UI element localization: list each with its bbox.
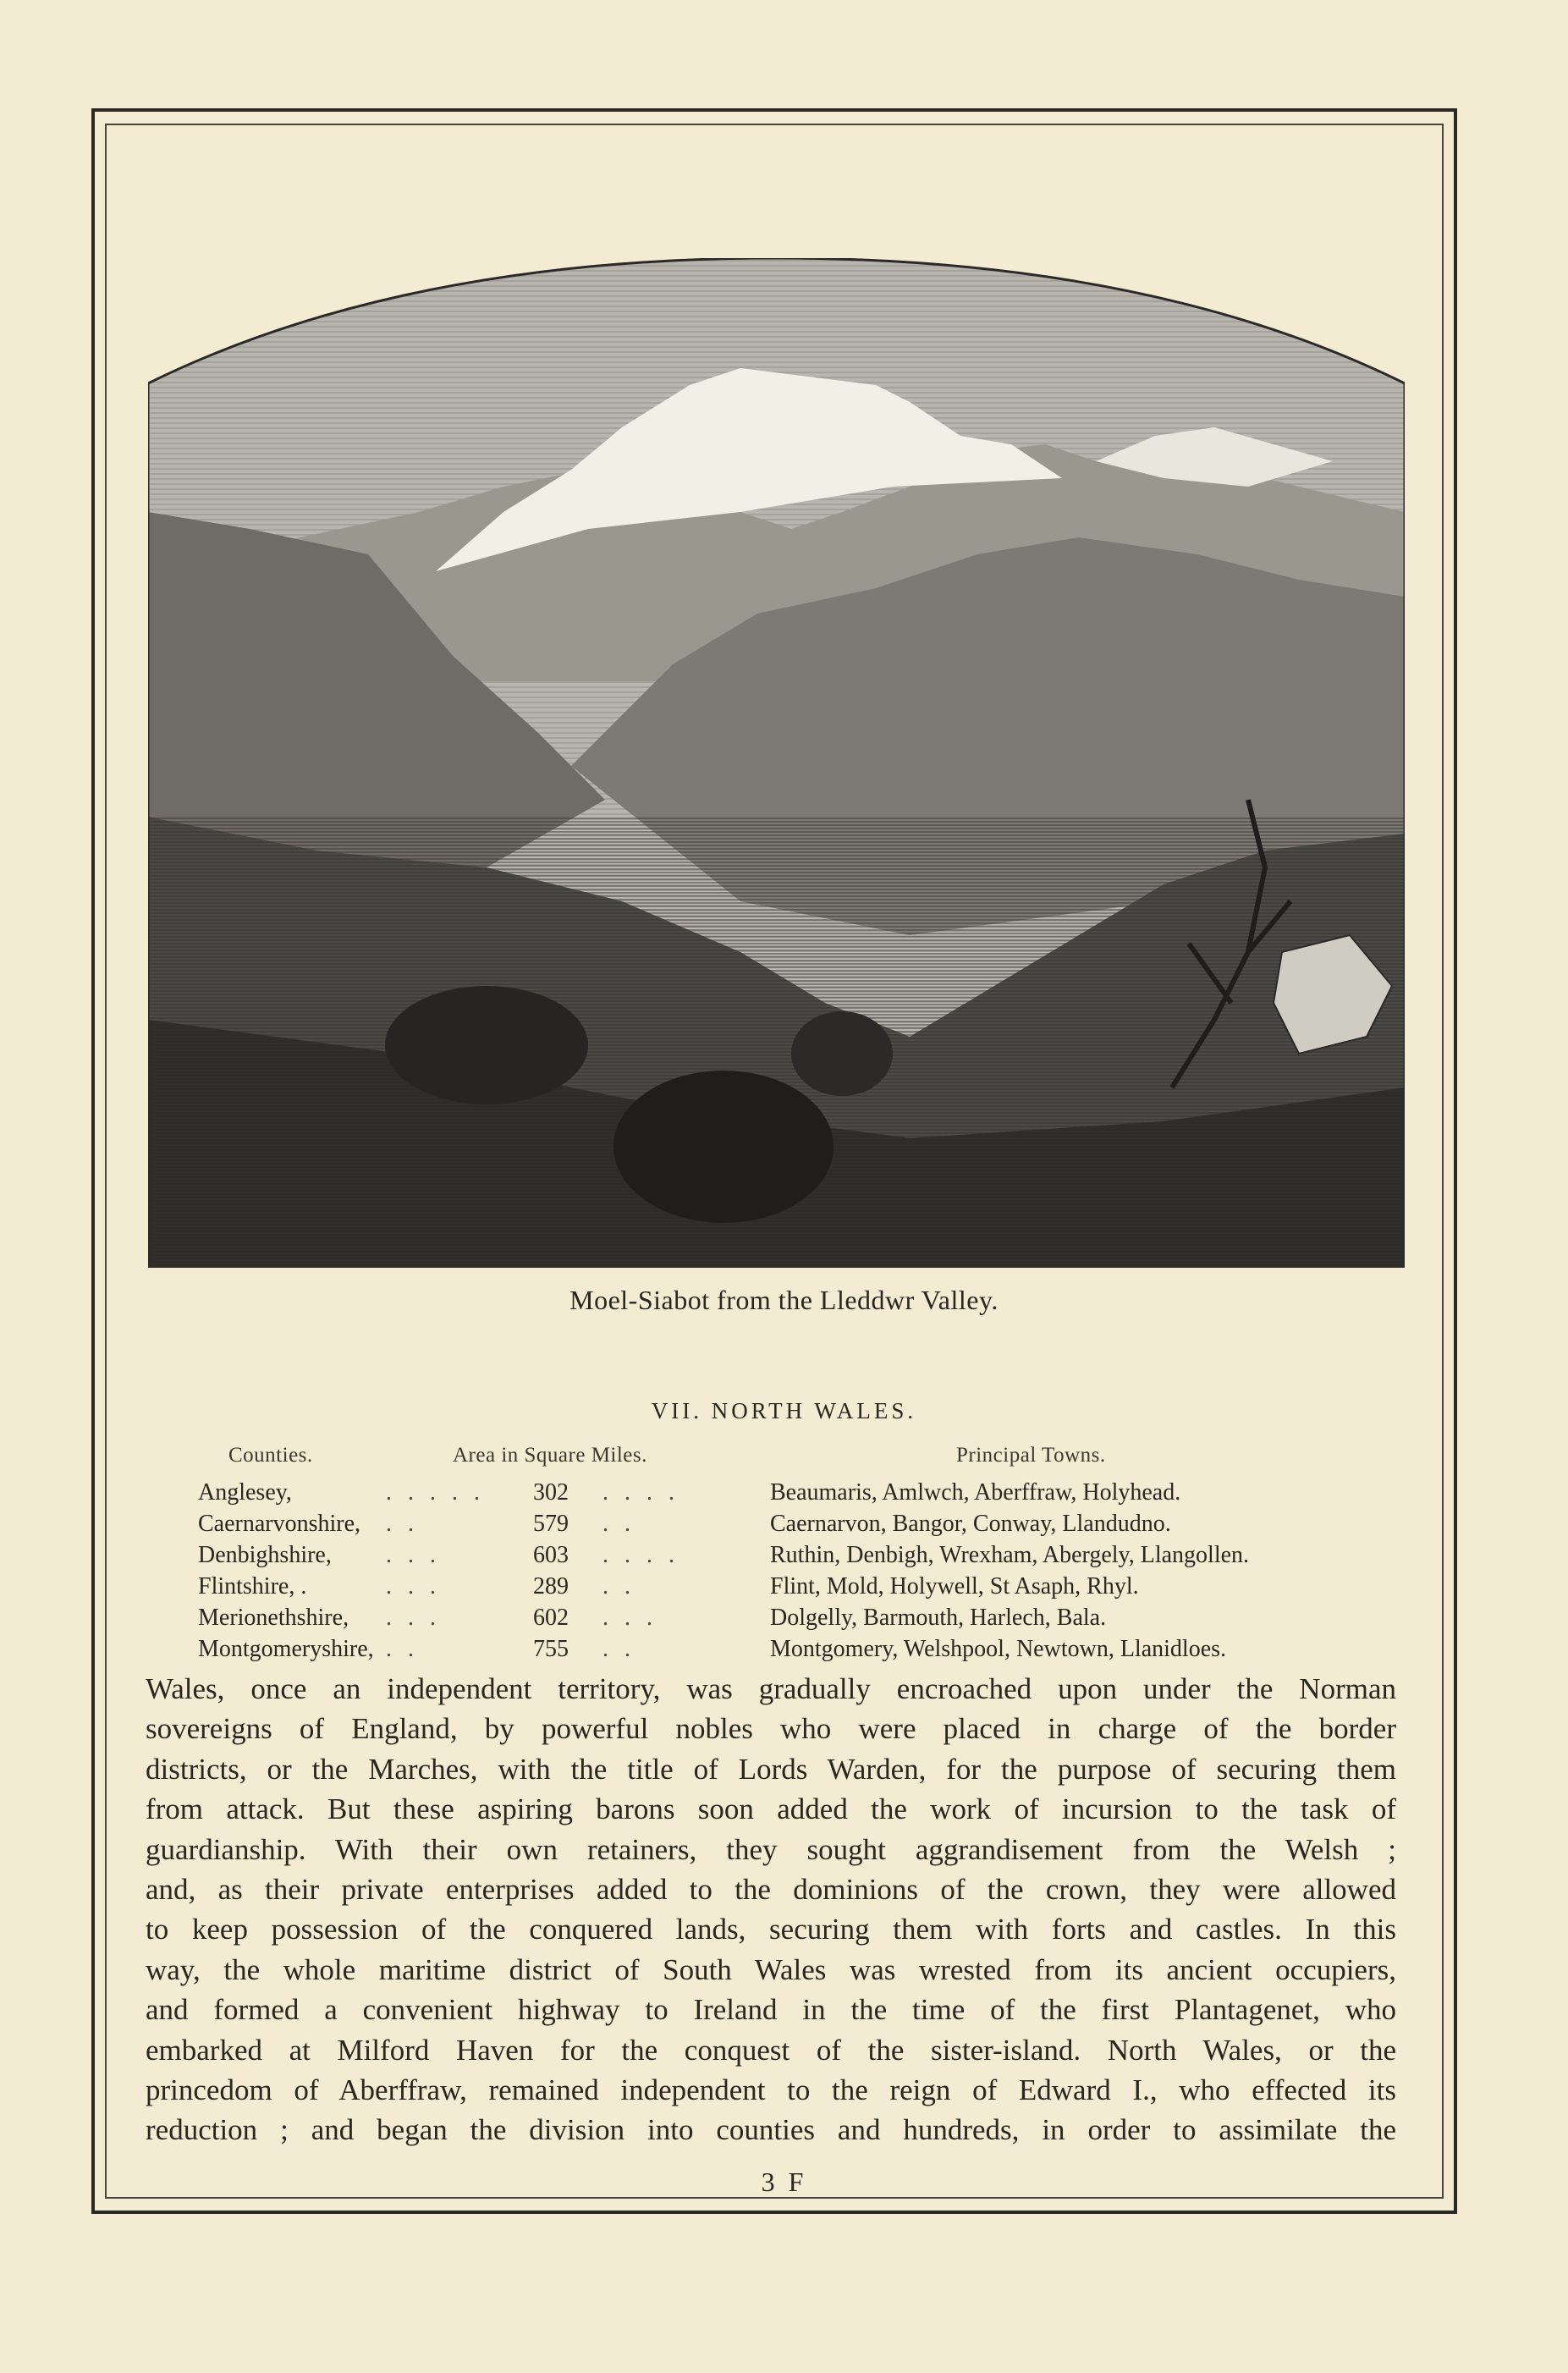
- leader-dots: . .: [386, 1511, 419, 1537]
- county-name: Denbighshire,: [198, 1542, 332, 1568]
- county-name: Caernarvonshire,: [198, 1511, 361, 1537]
- county-name: Montgomeryshire,: [198, 1636, 374, 1662]
- table-row: [0, 1573, 1568, 1605]
- text-line: Wales, once an independent territory, was gradually encroached upon under the Norman: [146, 1672, 1396, 1705]
- table-row: [0, 1605, 1568, 1637]
- text-line: embarked at Milford Haven for the conquest of the sister-island. North Wales, or the: [146, 2033, 1396, 2067]
- text-line: sovereigns of England, by powerful nobles who were placed in charge of the border: [146, 1712, 1396, 1746]
- table-row: [0, 1636, 1568, 1668]
- text-line: guardianship. With their own retainers, they sought aggrandisement from the Welsh ;: [146, 1832, 1396, 1866]
- leader-dots: . . . .: [602, 1542, 679, 1568]
- county-towns: Beaumaris, Amlwch, Aberffraw, Holyhead.: [770, 1479, 1181, 1506]
- table-row: [0, 1479, 1568, 1511]
- county-name: Flintshire, .: [198, 1573, 307, 1599]
- table-header-counties: Counties.: [228, 1444, 313, 1467]
- table-header-towns: Principal Towns.: [956, 1444, 1106, 1467]
- leader-dots: . .: [602, 1511, 635, 1537]
- county-towns: Dolgelly, Barmouth, Harlech, Bala.: [770, 1605, 1107, 1631]
- text-line: reduction ; and began the division into counties and hundreds, in order to assimilate the: [146, 2113, 1396, 2147]
- text-line: to keep possession of the conquered lands, securing them with forts and castles. In this: [146, 1913, 1396, 1946]
- text-line: princedom of Aberffraw, remained independent to the reign of Edward I., who effected its: [146, 2073, 1396, 2106]
- text-line: and, as their private enterprises added to the dominions of the crown, they were allowed: [146, 1872, 1396, 1906]
- table-row: [0, 1511, 1568, 1543]
- county-towns: Caernarvon, Bangor, Conway, Llandudno.: [770, 1511, 1171, 1537]
- leader-dots: . . . . .: [386, 1479, 485, 1506]
- county-area: 289: [533, 1573, 569, 1599]
- county-name: Anglesey,: [198, 1479, 292, 1506]
- leader-dots: . . .: [386, 1605, 441, 1631]
- leader-dots: . .: [386, 1636, 419, 1662]
- county-towns: Ruthin, Denbigh, Wrexham, Abergely, Llangollen.: [770, 1542, 1250, 1568]
- leader-dots: . . .: [386, 1573, 441, 1599]
- county-area: 579: [533, 1511, 569, 1537]
- text-line: from attack. But these aspiring barons soon added the work of incursion to the task of: [146, 1792, 1396, 1826]
- text-line: and formed a convenient highway to Ireland in the time of the first Plantagenet, who: [146, 1993, 1396, 2027]
- leader-dots: . . . .: [602, 1479, 679, 1506]
- county-area: 603: [533, 1542, 569, 1568]
- county-towns: Montgomery, Welshpool, Newtown, Llanidloes.: [770, 1636, 1227, 1662]
- table-row: [0, 1542, 1568, 1574]
- county-towns: Flint, Mold, Holywell, St Asaph, Rhyl.: [770, 1573, 1139, 1599]
- landscape-engraving: [148, 258, 1405, 1268]
- text-line: way, the whole maritime district of South Wales was wrested from its ancient occupiers,: [146, 1952, 1396, 1986]
- body-paragraph: [146, 1669, 1396, 2150]
- table-header-area: Area in Square Miles.: [453, 1444, 647, 1467]
- leader-dots: . . .: [386, 1542, 441, 1568]
- county-name: Merionethshire,: [198, 1605, 349, 1631]
- county-area: 602: [533, 1605, 569, 1631]
- section-heading: VII. NORTH WALES.: [651, 1398, 917, 1423]
- text-line: districts, or the Marches, with the title of Lords Warden, for the purpose of securing them: [146, 1752, 1396, 1786]
- county-area: 755: [533, 1636, 569, 1662]
- leader-dots: . .: [602, 1573, 635, 1599]
- illustration-caption: Moel-Siabot from the Lleddwr Valley.: [569, 1285, 999, 1315]
- leader-dots: . . .: [602, 1605, 657, 1631]
- signature-mark: 3 F: [761, 2167, 807, 2197]
- leader-dots: . .: [602, 1636, 635, 1662]
- county-area: 302: [533, 1479, 569, 1506]
